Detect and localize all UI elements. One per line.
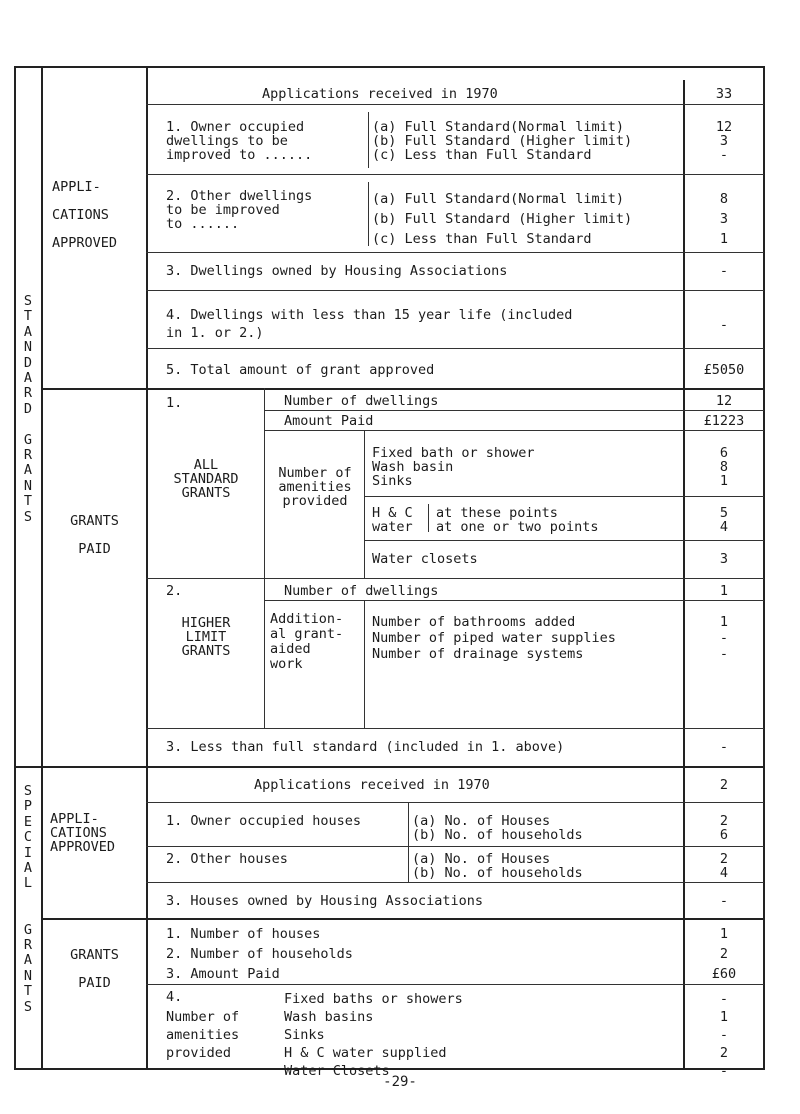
amenities-provided-label: Number of amenities provided	[278, 465, 352, 509]
all-standard-dwellings-value: 12	[715, 393, 733, 409]
amount-paid-value: £1223	[703, 413, 745, 429]
special-paid-summary-values: 1 2 £60	[711, 926, 737, 982]
owner-occupied-houses-label: 1. Owner occupied houses	[166, 813, 362, 829]
page-number: -29-	[383, 1074, 417, 1090]
all-standard-label: ALL STANDARD GRANTS	[173, 457, 239, 501]
additional-work-label: Addition- al grant- aided work	[270, 611, 344, 672]
owner-occupied-items: (a) Full Standard(Normal limit) (b) Full Standard (Higher limit) (c) Less than Full Standard	[372, 119, 633, 163]
special-housing-associations-value: -	[719, 893, 729, 909]
higher-limit-label: HIGHER LIMIT GRANTS	[181, 615, 231, 659]
higher-limit-dwellings-value: 1	[719, 583, 729, 599]
special-paid-summary-items: 1. Number of houses 2. Number of households 3. Amount Paid	[166, 926, 353, 982]
short-life-label: 4. Dwellings with less than 15 year life (included in 1. or 2.)	[166, 307, 573, 341]
hc-water-label: H & C water	[372, 505, 413, 535]
other-houses-values: 2 4	[719, 851, 729, 881]
less-than-full-value: -	[719, 739, 729, 755]
owner-occupied-houses-values: 2 6	[719, 813, 729, 843]
water-closets-label: Water closets	[372, 551, 478, 567]
special-amenities-values: - 1 - 2 -	[719, 991, 729, 1079]
special-applications-received-text: Applications received in 1970	[254, 777, 490, 793]
special-amenities-number: 4.	[166, 989, 183, 1005]
other-dwellings-label: 2. Other dwellings to be improved to ......	[166, 188, 313, 232]
other-dwellings-items: (a) Full Standard(Normal limit) (b) Full Standard (Higher limit) (c) Less than Full Standard	[372, 191, 633, 247]
side-label-standard-grants: S T A N D A R D G R A N T S	[23, 293, 33, 525]
special-amenities-items: Fixed baths or showers Wash basins Sinks H & C water supplied Water Closets	[284, 991, 463, 1079]
water-closets-value: 3	[719, 551, 729, 567]
other-houses-label: 2. Other houses	[166, 851, 288, 867]
all-standard-dwellings-label: Number of dwellings	[284, 393, 439, 409]
amount-paid-label: Amount Paid	[284, 413, 374, 429]
side-label-special-grants: S P E C I A L G R A N T S	[23, 783, 33, 1015]
other-dwellings-values: 8 3 1	[719, 191, 729, 247]
short-life-value: -	[719, 317, 729, 333]
owner-occupied-houses-items: (a) No. of Houses (b) No. of households	[412, 813, 583, 843]
higher-limit-number: 2.	[166, 583, 183, 599]
less-than-full-label: 3. Less than full standard (included in 1. above)	[166, 739, 565, 755]
hc-water-items: at these points at one or two points	[436, 505, 599, 535]
fixed-amenities-values: 6 8 1	[719, 445, 729, 489]
housing-associations-label: 3. Dwellings owned by Housing Associations	[166, 263, 508, 279]
owner-occupied-values: 12 3 -	[715, 119, 733, 163]
other-houses-items: (a) No. of Houses (b) No. of households	[412, 851, 583, 881]
fixed-amenities-items: Fixed bath or shower Wash basin Sinks	[372, 445, 535, 489]
additional-work-values: 1 - -	[719, 614, 729, 662]
special-group-label-approved: APPLI- CATIONS APPROVED	[50, 811, 116, 855]
total-grant-label: 5. Total amount of grant approved	[166, 362, 435, 378]
special-housing-associations-label: 3. Houses owned by Housing Associations	[166, 893, 483, 909]
special-group-label-paid: GRANTS PAID	[70, 947, 119, 991]
additional-work-items: Number of bathrooms added Number of piped water supplies Number of drainage systems	[372, 614, 616, 662]
all-standard-number: 1.	[166, 395, 183, 411]
special-applications-received-value: 2	[719, 777, 729, 793]
applications-received-text: Applications received in 1970	[262, 86, 498, 102]
group-label-grants-paid: GRANTS PAID	[70, 513, 119, 557]
group-label-applications-approved: APPLI- CATIONS APPROVED	[52, 179, 118, 251]
hc-water-values: 5 4	[719, 505, 729, 535]
higher-limit-dwellings-label: Number of dwellings	[284, 583, 439, 599]
applications-received-value: 33	[715, 86, 733, 102]
special-amenities-label: Number of amenities provided	[166, 1009, 240, 1061]
owner-occupied-label: 1. Owner occupied dwellings to be improved to ......	[166, 119, 313, 163]
housing-associations-value: -	[719, 263, 729, 279]
total-grant-value: £5050	[703, 362, 745, 378]
